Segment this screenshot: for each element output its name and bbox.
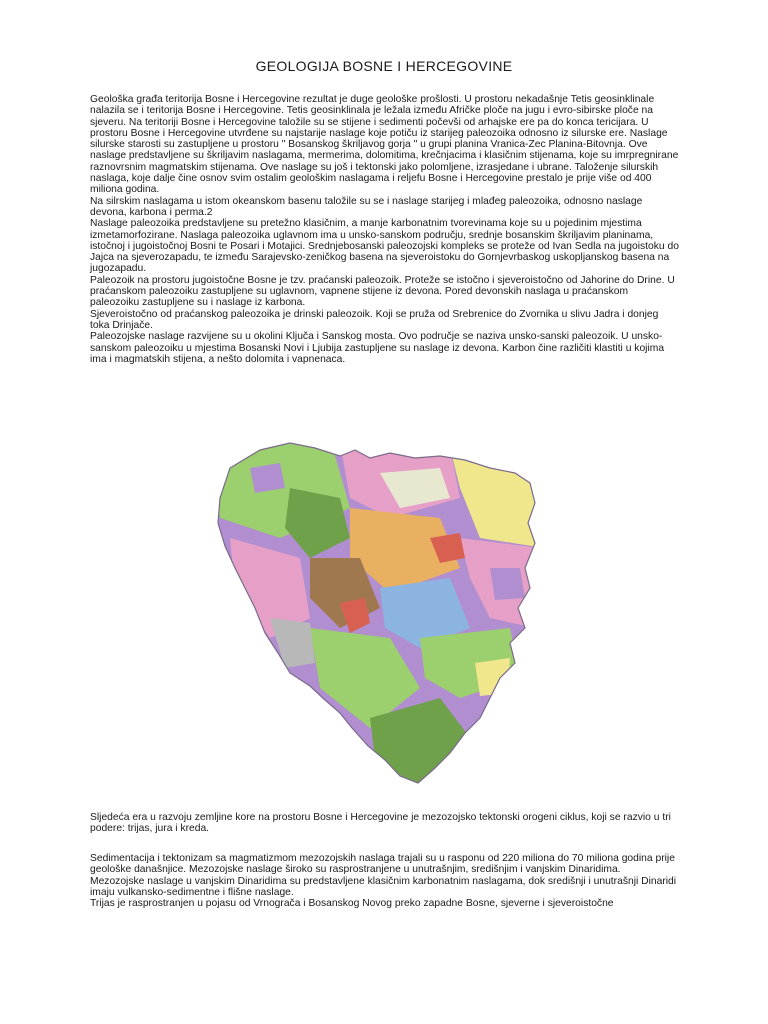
geological-map-image bbox=[190, 428, 574, 796]
mesozoic-text bbox=[90, 812, 680, 835]
paragraph: Geološka građa teritorija Bosne i Hercegovine rezultat je duge geološke prošlosti. U prostoru nekadašnje Tetis geosinklinale nalazila se i teritorija Bosne i Hercegovine. Tetis geosinklinala je ležala između Afričke ploče na jugu i evro-sibirske ploče na sjeveru. Na teritoriji Bosne i Hercegovine taložile su se stijene i sedimenti počevši od arhajske ere pa do konca tericijara. U prostoru Bosne i Hercegovine utvrđene su najstarije naslage koje potiču iz starijeg paleozoika odnosno iz silurske ere. Naslage silurske starosti su zastupljene u prostoru " Bosanskog škriljavog gorja " u grupi planina Vranica-Zec Planina-Bitovnja. Ove naslage predstavljene su škriljavim naslagama, mermerima, dolomitima, krečnjacima i klasičnim stijenama, koje su imrpregnirane raznovrsnim magmatskim stijenama. Ove naslage su još i tektonski jako polomljene, izrasjedane i ubrane. Taloženje silurskih naslaga, koje dalje čine osnov svim ostalim geološkim naslagama i reljefu Bosne i Hercegovine prestalo je prije više od 400 miliona godina. bbox=[90, 94, 679, 196]
map-region bbox=[475, 658, 510, 696]
paragraph: Sjeveroistočno od praćanskog paleozoika je drinski paleozoik. Koji se pruža od Srebrenice do Zvornika u slivu Jadra i donjeg toka Drinjače. bbox=[90, 308, 659, 331]
paragraph: Naslage paleozoika predstavljene su pretežno klasičnim, a manje karbonatnim tvorevinama koje su u pojedinim mjestima izmetamorfozirane. Naslaga paleozoika uglavnom ima u unsko-sanskom području, srednje bosanskim škriljavim planinama, istočnoj i jugoistočnoj Bosni te Posari i Motajici. Srednjebosanski paleozojski kompleks se proteže od Ivan Sedla na jugoistoku do Jajca na sjeverozapadu, te između Sarajevsko-zeničkog basena na sjeveroistoku do Gornjevrbaskog uskopljanskog basena na jugozapadu. bbox=[90, 218, 679, 275]
map-region bbox=[250, 463, 285, 493]
paragraph: Paleozoik na prostoru jugoistočne Bosne je tzv. praćanski paleozoik. Proteže se istočno i sjeveroistočno od Jahorine do Drine. U praćanskom paleozoiku zastupljene su uglavnom, vapnene stijene iz devona. Pored devonskih naslaga u praćanskom paleozoiku zastupljene su i naslage iz karbona. bbox=[90, 274, 675, 309]
paragraph: Mezozojske naslage u vanjskim Dinaridima su predstavljene klasičnim karbonatnim naslagama, dok središnji i unutrašnji Dinaridi imaju vulkansko-sedimentne i flišne naslage. bbox=[90, 875, 677, 898]
paragraph: Trijas je rasprostranjen u pojasu od Vrnograča i Bosanskog Novog preko zapadne Bosne, sjeverne i sjeveroistočne bbox=[90, 898, 614, 910]
paragraph: Paleozojske naslage razvijene su u okolini Ključa i Sanskog mosta. Ovo područje se naziva unsko-sanski paleozoik. U unsko-sanskom paleozoiku u mjestima Bosanski Novi i Ljubija zastupljene su naslage iz devona. Karbon čine različiti klastiti u kojima ima i magmatskih stijena, a nešto dolomita i vapnenaca. bbox=[90, 331, 665, 365]
geological-map bbox=[190, 428, 574, 796]
paragraph: Na silrskim naslagama u istom okeanskom basenu taložile su se i naslage starijeg i mlađeg paleozoika, odnosno naslage devona, karbona i perma.2 bbox=[90, 195, 643, 218]
paragraph: Sedimentacija i tektonizam sa magmatizmom mezozojskih naslaga trajali su u rasponu od 220 miliona do 70 miliona godina prije geološke današnjice. Mezozojske naslage široko su rasprostranjene u unutrašnjim, središnjim i vanjskim Dinaridima. bbox=[90, 853, 675, 876]
intro-text bbox=[90, 94, 680, 365]
paragraph: Sljedeća era u razvoju zemljine kore na prostoru Bosne i Hercegovine je mezozojsko tektonski orogeni ciklus, koji se razvio u tri podere: trijas, jura i kreda. bbox=[90, 812, 671, 835]
closing-text bbox=[90, 853, 680, 909]
map-region bbox=[490, 568, 525, 600]
page-title: GEOLOGIJA BOSNE I HERCEGOVINE bbox=[255, 58, 513, 74]
